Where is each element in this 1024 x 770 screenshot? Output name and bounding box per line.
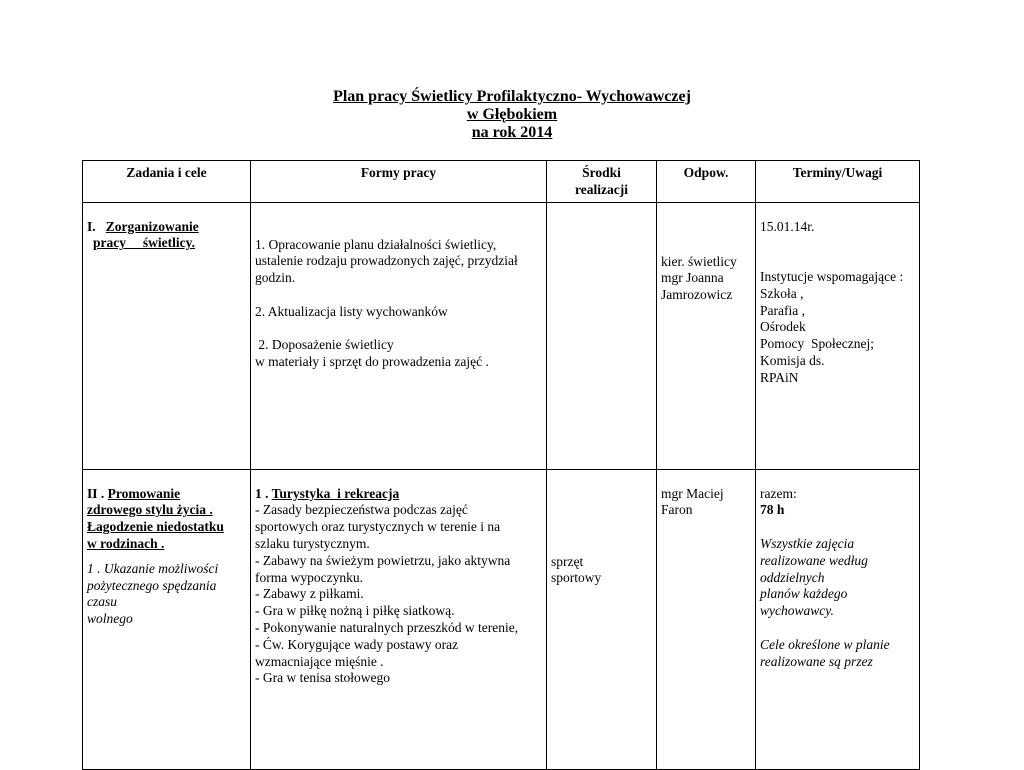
form-line: w materiały i sprzęt do prowadzenia zajęć . <box>255 354 489 370</box>
task-heading: I. Zorganizowanie <box>87 218 199 234</box>
header-terminy: Terminy/Uwagi <box>756 161 920 203</box>
table-row <box>83 469 920 769</box>
form-line: sportowych oraz turystycznych w terenie i na <box>255 519 501 535</box>
note-line: Pomocy Społecznej; <box>760 336 874 352</box>
goal-line: pożytecznego spędzania <box>87 577 217 593</box>
header-formy: Formy pracy <box>251 161 547 203</box>
form-line: 2. Doposażenie świetlicy <box>255 337 394 353</box>
goal-line: 1 . Ukazanie możliwości <box>87 560 219 576</box>
form-line: - Pokonywanie naturalnych przeszkód w terenie, <box>255 619 519 635</box>
cell-odpow <box>657 469 756 769</box>
table-row <box>83 202 920 469</box>
cell-srodki <box>547 469 657 769</box>
responsible-line: mgr Maciej <box>661 485 724 501</box>
responsible-line: kier. świetlicy <box>661 253 737 269</box>
total-hours: 78 h <box>760 502 785 518</box>
note-line: Szkoła , <box>760 285 804 301</box>
table-header-row <box>83 161 920 203</box>
form-line: - Zabawy z piłkami. <box>255 586 364 602</box>
note-line: Wszystkie zajęcia <box>760 535 855 551</box>
note-line: planów każdego <box>760 586 848 602</box>
cell-zadania <box>83 469 251 769</box>
document-title <box>0 88 1024 142</box>
form-line: 1. Opracowanie planu działalności świetlicy, <box>255 236 497 252</box>
task-heading-cont: pracy świetlicy. <box>93 235 195 251</box>
note-line: realizowane są przez <box>760 653 873 669</box>
task-heading-line: w rodzinach . <box>87 535 165 551</box>
note-line: Parafia , <box>760 302 805 318</box>
cell-formy <box>251 202 547 469</box>
title-line-3: na rok 2014 <box>471 124 553 141</box>
header-odpow: Odpow. <box>657 161 756 203</box>
form-line: wzmacniające mięśnie . <box>255 653 384 669</box>
note-line: Instytucje wspomagające : <box>760 268 904 284</box>
note-line: wychowawcy. <box>760 603 834 619</box>
form-line: ustalenie rodzaju prowadzonych zajęć, przydział <box>255 253 518 269</box>
title-line-2: w Głębokiem <box>466 106 558 123</box>
form-line: - Zabawy na świeżym powietrzu, jako aktywna <box>255 552 511 568</box>
cell-formy <box>251 469 547 769</box>
task-heading-line: zdrowego stylu życia . <box>87 502 213 518</box>
deadline-date: 15.01.14r. <box>760 218 815 234</box>
note-line: Komisja ds. <box>760 352 825 368</box>
form-heading: 1 . Turystyka i rekreacja <box>255 485 400 501</box>
note-line: Cele określone w planie <box>760 636 890 652</box>
form-line: - Ćw. Korygujące wady postawy oraz <box>255 636 459 652</box>
note-line: RPAiN <box>760 369 799 385</box>
form-line: - Gra w tenisa stołowego <box>255 670 390 686</box>
responsible-line: Faron <box>661 502 693 518</box>
header-srodki: Środki realizacji <box>547 161 657 203</box>
form-line: godzin. <box>255 270 296 286</box>
form-line: szlaku turystycznym. <box>255 535 370 551</box>
task-heading-line: Łagodzenie niedostatku <box>87 519 224 535</box>
header-zadania: Zadania i cele <box>83 161 251 203</box>
form-line: forma wypoczynku. <box>255 569 363 585</box>
task-heading: II . Promowanie <box>87 485 181 501</box>
note-line: realizowane według <box>760 552 868 568</box>
form-line: - Zasady bezpieczeństwa podczas zajęć <box>255 502 468 518</box>
resource-line: sprzęt <box>551 553 584 569</box>
total-label: razem: <box>760 485 797 501</box>
work-plan-table <box>82 160 920 770</box>
form-line: 2. Aktualizacja listy wychowanków <box>255 303 448 319</box>
note-line: oddzielnych <box>760 569 825 585</box>
resource-line: sportowy <box>551 570 602 586</box>
cell-odpow <box>657 202 756 469</box>
responsible-line: mgr Joanna <box>661 270 724 286</box>
cell-terminy <box>756 469 920 769</box>
goal-line: czasu <box>87 594 117 610</box>
note-line: Ośrodek <box>760 319 806 335</box>
title-line-1: Plan pracy Świetlicy Profilaktyczno- Wychowawczej <box>333 88 691 105</box>
responsible-line: Jamrozowicz <box>661 287 733 303</box>
form-line: - Gra w piłkę nożną i piłkę siatkową. <box>255 603 455 619</box>
cell-terminy <box>756 202 920 469</box>
goal-line: wolnego <box>87 611 133 627</box>
cell-srodki <box>547 202 657 469</box>
cell-zadania <box>83 202 251 469</box>
